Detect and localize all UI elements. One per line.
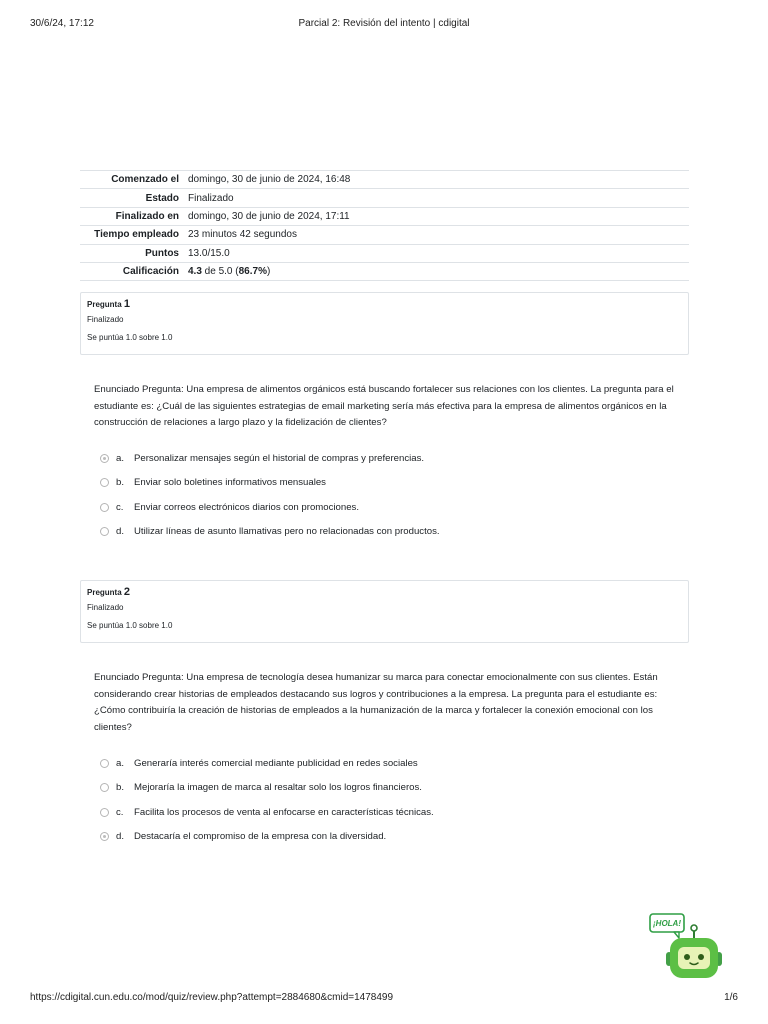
print-date: 30/6/24, 17:12 [30,18,94,29]
summary-value: 23 minutos 42 segundos [188,229,297,241]
attempt-summary-table [80,170,689,281]
answer-label: Enviar solo boletines informativos mensuales [134,477,326,489]
answer-option[interactable] [100,751,660,776]
question-state: Finalizado [87,603,124,612]
summary-label: Estado [145,192,179,204]
answer-letter: b. [116,477,125,489]
summary-row [80,189,689,207]
summary-row [80,171,689,189]
question-number [87,297,682,312]
radio-icon[interactable] [100,527,109,536]
summary-value: domingo, 30 de junio de 2024, 17:11 [188,210,350,222]
summary-row [80,207,689,225]
answer-option[interactable] [100,471,660,496]
answer-label: Destacaría el compromiso de la empresa con la diversidad. [134,831,387,843]
summary-label: Puntos [145,247,179,259]
summary-row [80,244,689,262]
print-url: https://cdigital.cun.edu.co/mod/quiz/review.php?attempt=2884680&cmid=1478499 [30,992,394,1003]
radio-icon[interactable] [100,503,109,512]
question-number-value: 2 [123,586,131,598]
question-prefix: Pregunta [87,588,122,597]
summary-value: Finalizado [188,192,234,204]
grade-middle: de 5.0 ( [201,266,239,278]
answer-option[interactable] [100,446,660,471]
answer-letter: c. [116,806,124,818]
print-header [0,18,768,34]
summary-label: Comenzado el [111,174,179,186]
question-grade: Se puntúa 1.0 sobre 1.0 [87,333,173,342]
answer-letter: d. [116,831,125,843]
radio-selected-icon[interactable] [100,454,109,463]
question-prefix: Pregunta [87,300,122,309]
answer-label: Personalizar mensajes según el historial de compras y preferencias. [134,452,425,464]
print-footer [0,992,768,1008]
print-page-number: 1/6 [724,992,738,1003]
question-2-info [80,580,689,643]
answer-letter: a. [116,757,125,769]
summary-value: 13.0/15.0 [188,247,230,259]
summary-value: domingo, 30 de junio de 2024, 16:48 [188,174,351,186]
answer-label: Mejoraría la imagen de marca al resaltar solo los logros financieros. [134,782,422,794]
question-state: Finalizado [87,315,124,324]
radio-selected-icon[interactable] [100,832,109,841]
grade-end: ) [266,266,271,278]
question-2-text: Enunciado Pregunta: Una empresa de tecnología desea humanizar su marca para conectar emocionalmente con sus clientes. Están considerando crear historias de empleados destacando sus logros y contribuciones a la empresa. La pregunta para el estudiante es: ¿Cómo contribuiría la creación de historias de empleados a la humanización de la marca y fortalecer la conexión emocional con los clientes? [94,672,658,733]
radio-icon[interactable] [100,783,109,792]
summary-label: Finalizado en [115,210,179,222]
question-number [87,585,682,600]
answer-option[interactable] [100,495,660,520]
question-1-info [80,292,689,355]
question-number-value: 1 [123,298,131,310]
print-page-title: Parcial 2: Revisión del intento | cdigital [298,18,470,29]
question-1-text: Enunciado Pregunta: Una empresa de alimentos orgánicos está buscando fortalecer sus relaciones con los clientes. La pregunta para el estudiante es: ¿Cuál de las siguientes estrategias de email marketing sería más efectiva para la empresa de alimentos orgánicos en la construcción de relaciones a largo plazo y la fidelización de clientes? [94,384,674,428]
answer-option[interactable] [100,825,660,850]
grade-value [184,262,689,280]
summary-row [80,226,689,244]
answer-letter: c. [116,501,124,513]
radio-icon[interactable] [100,759,109,768]
chat-widget[interactable] [648,912,728,984]
robot-chat-icon[interactable] [648,912,728,984]
answer-option[interactable] [100,800,660,825]
question-2-answers [100,751,660,849]
answer-label: Enviar correos electrónicos diarios con promociones. [134,501,360,513]
answer-option[interactable] [100,776,660,801]
answer-letter: a. [116,452,125,464]
radio-icon[interactable] [100,808,109,817]
answer-label: Utilizar líneas de asunto llamativas pero no relacionadas con productos. [134,526,440,538]
grade-percent: 86.7% [238,266,267,278]
question-1-answers [100,446,660,544]
answer-letter: b. [116,782,125,794]
question-grade: Se puntúa 1.0 sobre 1.0 [87,621,173,630]
answer-label: Generaría interés comercial mediante publicidad en redes sociales [134,757,418,769]
summary-row-grade [80,262,689,280]
chat-bubble-text: ¡HOLA! [653,919,681,928]
radio-icon[interactable] [100,478,109,487]
answer-option[interactable] [100,520,660,545]
summary-label: Tiempo empleado [94,229,179,241]
grade-score: 4.3 [188,266,202,278]
answer-label: Facilita los procesos de venta al enfocarse en características técnicas. [134,806,434,818]
answer-letter: d. [116,526,125,538]
grade-label: Calificación [122,266,179,278]
